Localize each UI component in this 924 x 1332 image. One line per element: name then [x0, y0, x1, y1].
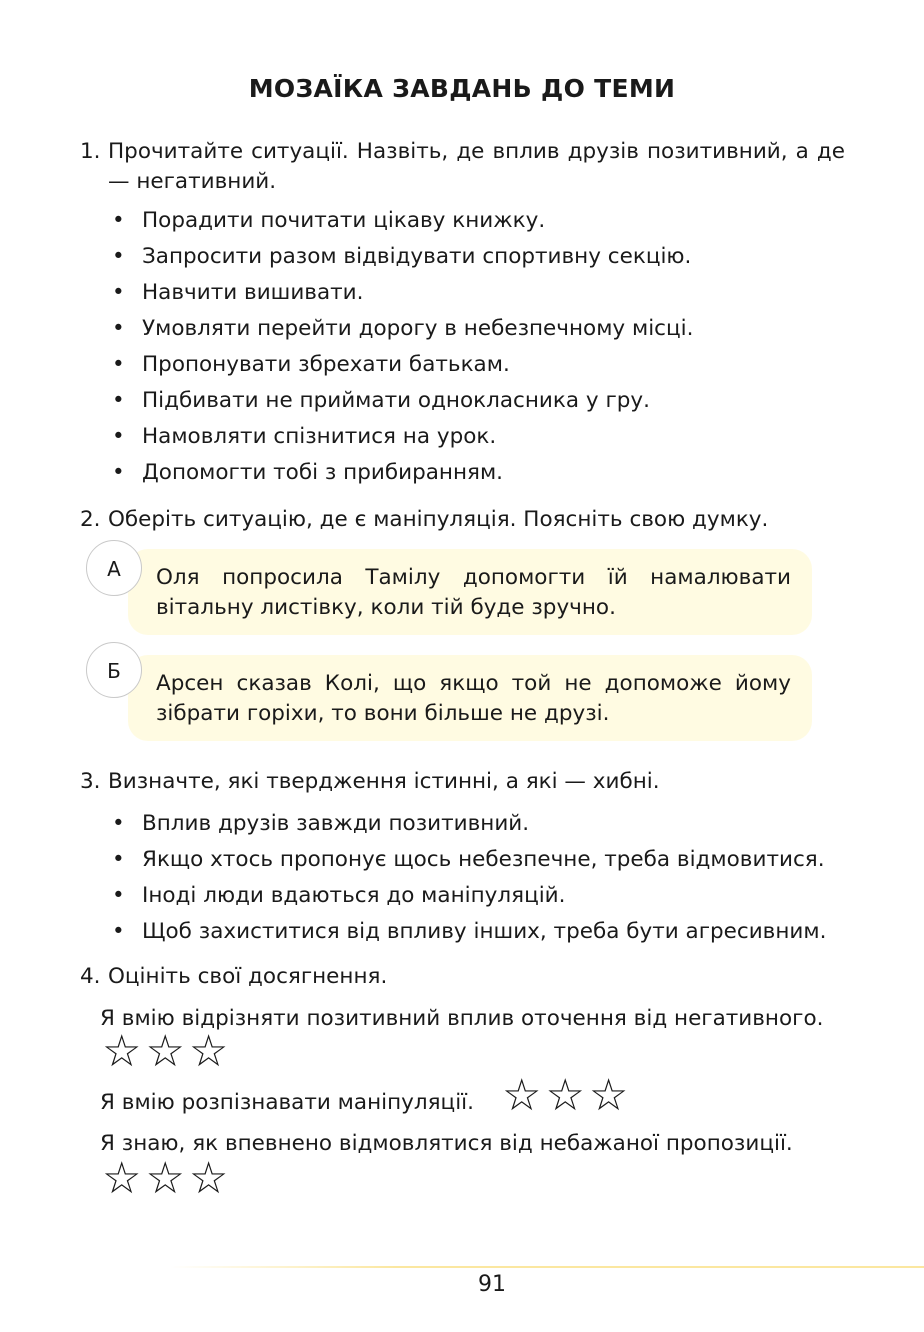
star-outline-icon[interactable]: ☆ [188, 1153, 233, 1204]
star-outline-icon[interactable]: ☆ [145, 1153, 189, 1204]
rating-stars-2[interactable] [502, 1070, 633, 1121]
star-outline-icon[interactable]: ☆ [545, 1070, 589, 1121]
task-text: Оберіть ситуацію, де є маніпуляція. Поясніть свою думку. [108, 507, 769, 532]
task-1-list [112, 207, 693, 495]
option-text: Арсен сказав Колі, що якщо той не допоможе йому зібрати горіхи, то вони більше не друзі. [156, 671, 791, 726]
list-item: • Умовляти перейти дорогу в небезпечному місці. [112, 316, 694, 341]
task-text: Прочитайте ситуації. Назвіть, де вплив друзів позитивний, а де — негативний. [108, 139, 845, 194]
self-assessment-2: Я вмію розпізнавати маніпуляції. [100, 1090, 474, 1115]
list-item: • Вплив друзів завжди позитивний. [112, 811, 530, 836]
bullet-icon: • [112, 352, 125, 377]
bullet-icon: • [112, 208, 125, 233]
list-item: • Підбивати не приймати однокласника у гру. [112, 388, 650, 413]
bullet-icon: • [112, 244, 125, 269]
list-item: • Щоб захиститися від впливу інших, треба бути агресивним. [112, 919, 827, 944]
star-outline-icon[interactable]: ☆ [188, 1026, 233, 1077]
bullet-icon: • [112, 847, 125, 872]
star-outline-icon[interactable]: ☆ [502, 1070, 546, 1121]
task-number: 3. [80, 769, 101, 794]
list-item: • Якщо хтось пропонує щось небезпечне, треба відмовитися. [112, 847, 825, 872]
option-a-badge: А [86, 540, 142, 596]
bullet-icon: • [112, 460, 125, 485]
list-item: • Навчити вишивати. [112, 280, 364, 305]
rating-stars-3[interactable] [102, 1153, 233, 1204]
option-b-badge: Б [86, 642, 142, 698]
option-b-box [128, 655, 812, 741]
task-3-list [112, 810, 826, 954]
task-number: 2. [80, 507, 101, 532]
bullet-icon: • [112, 280, 125, 305]
page-number: 91 [478, 1272, 506, 1297]
list-item: • Намовляти спізнитися на урок. [112, 424, 497, 449]
task-number: 1. [80, 139, 101, 164]
list-item: • Порадити почитати цікаву книжку. [112, 208, 546, 233]
self-assessment-1: Я вмію відрізняти позитивний вплив оточення від негативного. [100, 1006, 824, 1031]
bullet-icon: • [112, 883, 125, 908]
self-assessment-3: Я знаю, як впевнено відмовлятися від небажаної пропозиції. [100, 1131, 793, 1156]
star-outline-icon[interactable]: ☆ [102, 1153, 146, 1204]
rating-stars-1[interactable] [102, 1026, 233, 1077]
list-item: • Допомогти тобі з прибиранням. [112, 460, 504, 485]
option-text: Оля попросила Тамілу допомогти їй намалювати вітальну листівку, коли тій буде зручно. [156, 565, 791, 620]
star-outline-icon[interactable]: ☆ [145, 1026, 189, 1077]
bullet-icon: • [112, 919, 125, 944]
footer-divider [170, 1266, 924, 1268]
task-text: Оцініть свої досягнення. [108, 964, 388, 989]
list-item: • Іноді люди вдаються до маніпуляцій. [112, 883, 566, 908]
list-item: • Запросити разом відвідувати спортивну секцію. [112, 244, 692, 269]
option-a-box [128, 549, 812, 635]
task-text: Визначте, які твердження істинні, а які — хибні. [108, 769, 660, 794]
star-outline-icon[interactable]: ☆ [588, 1070, 633, 1121]
list-item: • Пропонувати збрехати батькам. [112, 352, 510, 377]
star-outline-icon[interactable]: ☆ [102, 1026, 146, 1077]
page-title: МОЗАЇКА ЗАВДАНЬ ДО ТЕМИ [248, 74, 676, 103]
bullet-icon: • [112, 316, 125, 341]
task-number: 4. [80, 964, 101, 989]
bullet-icon: • [112, 424, 125, 449]
bullet-icon: • [112, 388, 125, 413]
bullet-icon: • [112, 811, 125, 836]
